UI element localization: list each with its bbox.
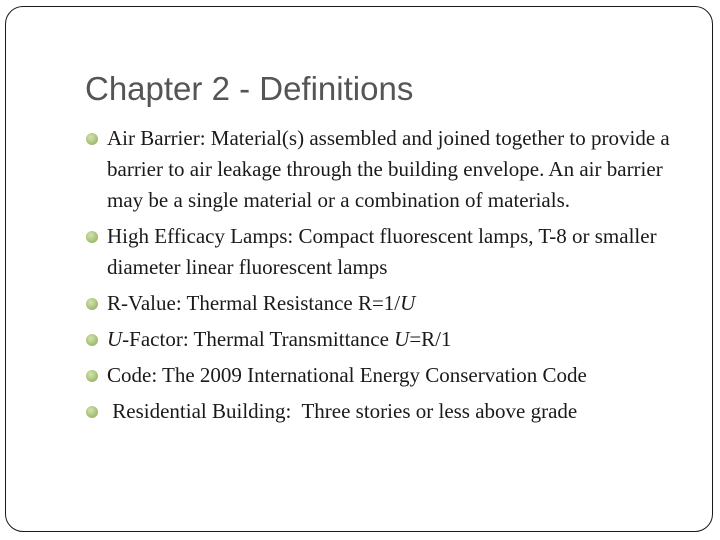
bullet-list <box>86 123 686 432</box>
bullet-text: Code: The 2009 International Energy Conservation Code <box>107 363 587 387</box>
bullet-dot-icon <box>86 406 98 418</box>
bullet-item-air-barrier <box>86 123 686 216</box>
bullet-text: Air Barrier: Material(s) assembled and joined together to provide a barrier to air leakage through the building envelope. An air barrier may be a single material or a combination of materials. <box>107 126 670 212</box>
bullet-text-italic: U <box>400 291 416 315</box>
bullet-text: High Efficacy Lamps: Compact fluorescent lamps, T-8 or smaller diameter linear fluorescent lamps <box>107 224 657 279</box>
bullet-dot-icon <box>86 133 98 145</box>
bullet-text: Residential Building: Three stories or less above grade <box>107 399 578 423</box>
bullet-item-code <box>86 360 686 391</box>
bullet-text-italic: U <box>394 327 410 351</box>
bullet-item-u-factor <box>86 324 686 355</box>
bullet-item-r-value <box>86 288 686 319</box>
bullet-text: -Factor: Thermal Transmittance <box>122 327 395 351</box>
slide-title: Chapter 2 - Definitions <box>85 70 414 107</box>
bullet-dot-icon <box>86 231 98 243</box>
bullet-item-high-efficacy-lamps <box>86 221 686 283</box>
slide-frame <box>5 6 713 532</box>
bullet-text-italic: U <box>107 327 123 351</box>
bullet-text: R-Value: Thermal Resistance R=1/ <box>107 291 401 315</box>
bullet-dot-icon <box>86 334 98 346</box>
bullet-text: =R/1 <box>409 327 452 351</box>
bullet-item-residential-building <box>86 396 686 427</box>
bullet-dot-icon <box>86 370 98 382</box>
bullet-dot-icon <box>86 298 98 310</box>
